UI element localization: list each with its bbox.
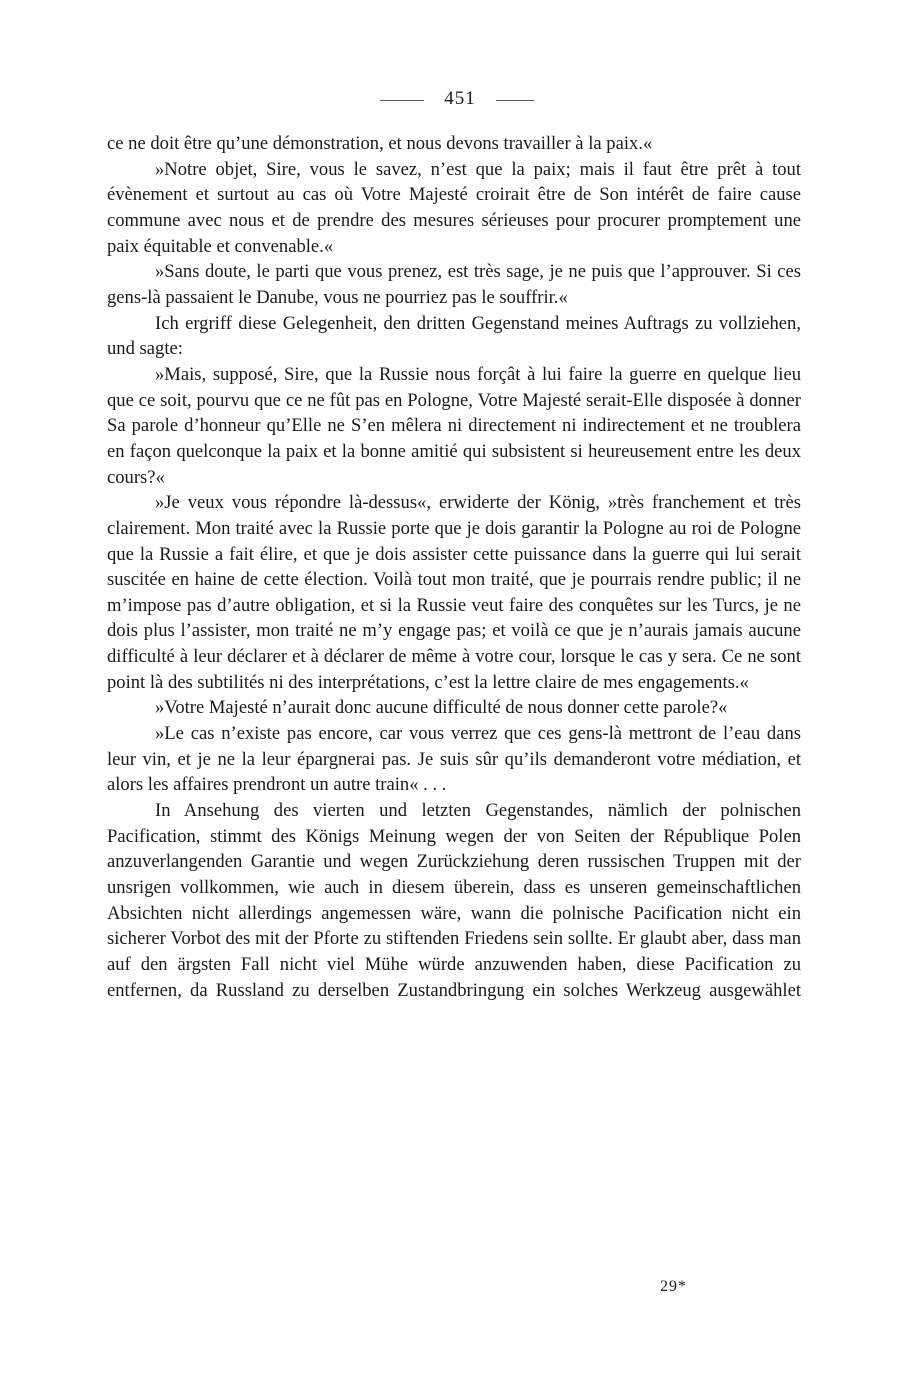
- signature-mark: 29*: [660, 1278, 687, 1295]
- paragraph: »Votre Majesté n’aurait donc aucune difficulté de nous donner cette parole?«: [155, 697, 728, 719]
- paragraph: »Sans doute, le parti que vous prenez, est très sage, je ne puis que l’approuver. Si ces gens-là passaient le Danube, vous ne pourriez pas le souffrir.«: [107, 261, 801, 308]
- header-rule-left: [380, 100, 424, 101]
- header-rule-right: [496, 100, 534, 101]
- paragraph: In Ansehung des vierten und letzten Gegenstandes, nämlich der polnischen Pacification, stimmt des Königs Meinung wegen der von Seiten der République Polen anzuverlangenden Garantie und wegen Zurückziehung deren russischen Truppen mit der unsrigen vollkommen, wie auch in diesem überein, dass es unseren gemeinschaftlichen Absichten nicht allerdings angemessen wäre, wann die polnische Pacification nicht ein sicherer Vorbot des mit der Pforte zu stiftenden Friedens sein sollte. Er glaubt aber, dass man auf den ärgsten Fall nicht viel Mühe würde anzuwenden haben, diese Pacification zu entfernen, da Russland zu derselben Zustandbringung ein solches Werkzeug ausgewählet: [107, 800, 801, 1001]
- paragraph: Ich ergriff diese Gelegenheit, den dritten Gegenstand meines Auftrags zu vollziehen, und sagte:: [107, 312, 801, 360]
- body-text: [107, 131, 801, 1003]
- paragraph: »Le cas n’existe pas encore, car vous verrez que ces gens-là mettront de l’eau dans leur vin, et je ne la leur épargnerai pas. Je suis sûr qu’ils demanderont votre médiation, et alors les affaires prendront un autre train« . . .: [107, 723, 801, 796]
- paragraph: »Je veux vous répondre là-dessus«, erwiderte der König, »très franchement et très clairement. Mon traité avec la Russie porte que je dois garantir la Pologne au roi de Pologne que la Russie a fait élire, et que je dois assister cette puissance dans la guerre qui lui serait suscitée en haine de cette élection. Voilà tout mon traité, que je pourrais rendre public; il ne m’impose pas d’autre obligation, et si la Russie veut faire des conquêtes sur les Turcs, je ne dois plus l’assister, mon traité ne m’y engage pas; et voilà ce que je n’aurais jamais aucune difficulté à leur déclarer et à déclarer de même à votre cour, lorsque le cas y sera. Ce ne sont point là des subtilités ni des interprétations, c’est la lettre claire de mes engagements.«: [107, 492, 801, 693]
- running-head: [0, 88, 900, 112]
- paragraph: »Notre objet, Sire, vous le savez, n’est que la paix; mais il faut être prêt à tout évènement et surtout au cas où Votre Majesté croirait être de Son intérêt de faire cause commune avec nous et de prendre des mesures sérieuses pour procurer promptement une paix équitable et convenable.«: [107, 158, 801, 257]
- paragraph: »Mais, supposé, Sire, que la Russie nous forçât à lui faire la guerre en quelque lieu que ce soit, pourvu que ce ne fût pas en Pologne, Votre Majesté serait-Elle disposée à donner Sa parole d’honneur qu’Elle ne S’en mêlera ni directement ni indirectement et ne troublera en façon quelconque la paix et la bonne amitié qui subsistent si heureusement entre les deux cours?«: [107, 363, 801, 488]
- paragraph-continuation: ce ne doit être qu’une démonstration, et nous devons travailler à la paix.«: [107, 133, 653, 154]
- page-number: 451: [444, 88, 476, 109]
